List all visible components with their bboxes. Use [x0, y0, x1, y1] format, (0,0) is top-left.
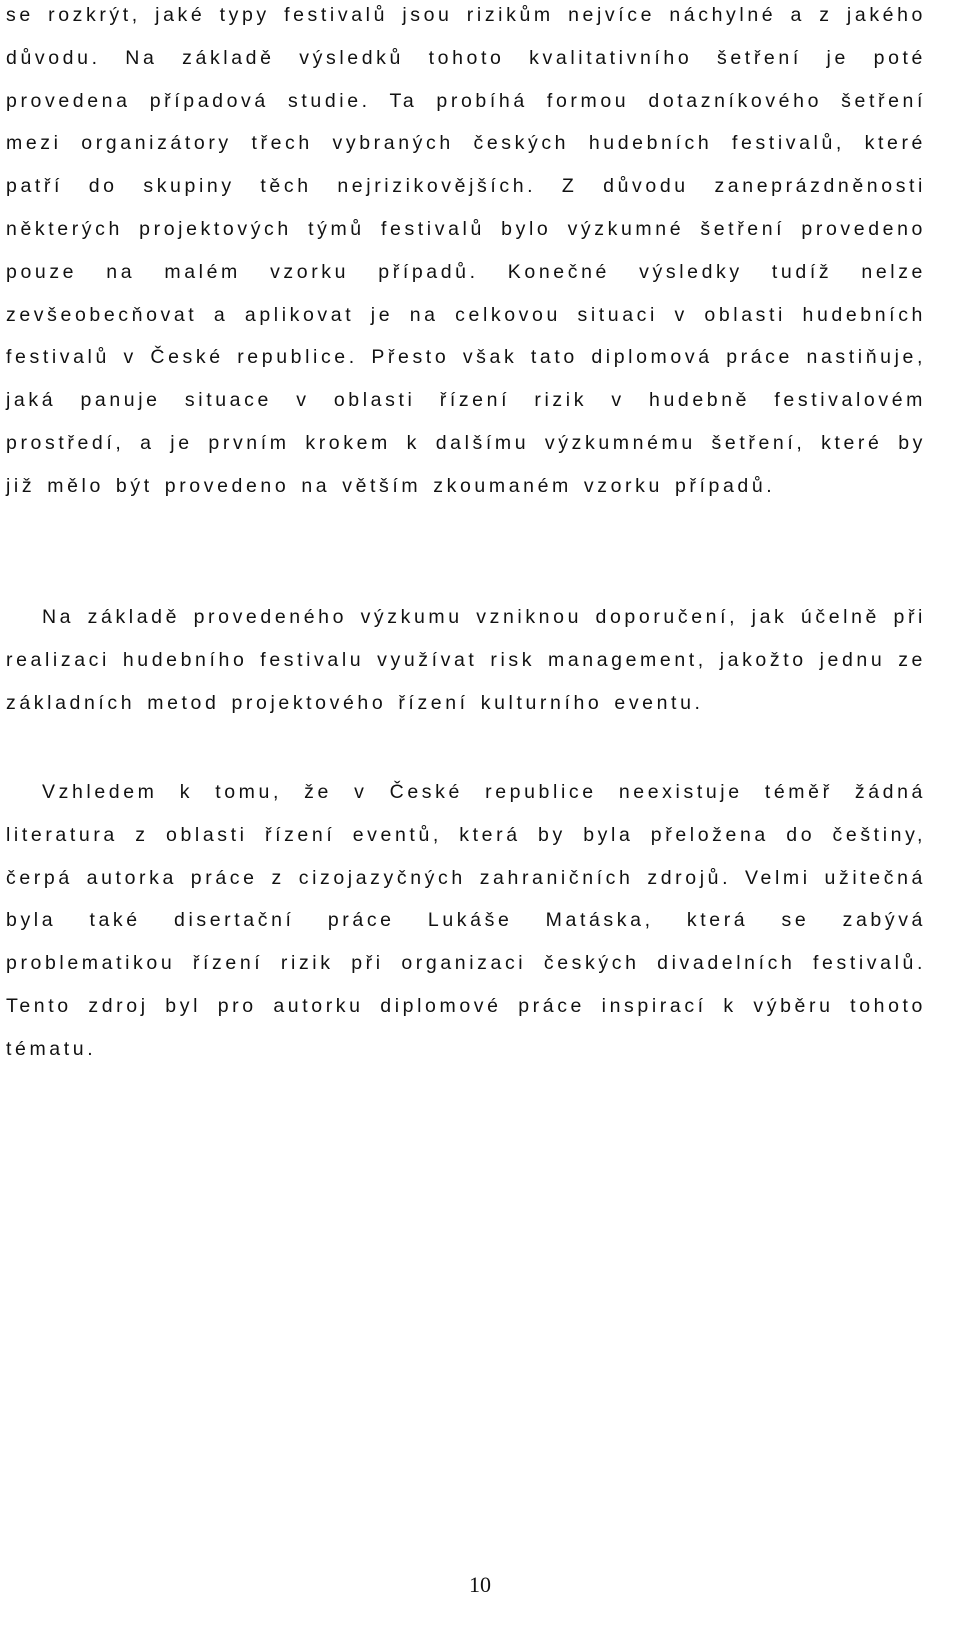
page-number: 10 — [469, 1572, 491, 1597]
paragraph-sources: Vzhledem k tomu, že v České republice neexistuje téměř žádná literatura z oblasti řízení eventů, která by byla přeložena do češtiny, čerpá autorka práce z cizojazyčných zahraničních zdrojů. Velmi užitečná byla také disertační práce Lukáše Matáska, která se zabývá problematikou řízení rizik při organizaci českých divadelních festivalů. Tento zdroj byl pro autorku diplomové práce inspirací k výběru tohoto tématu. — [6, 781, 926, 1060]
paragraph-recommendations: Na základě provedeného výzkumu vzniknou doporučení, jak účelně při realizaci hudebního festivalu využívat risk management, jakožto jednu ze základních metod projektového řízení kulturního eventu. — [6, 606, 926, 714]
paragraph-research-summary: se rozkrýt, jaké typy festivalů jsou rizikům nejvíce náchylné a z jakého důvodu. Na základě výsledků tohoto kvalitativního šetření je poté provedena případová studie. Ta probíhá formou dotazníkového šetření mezi organizátory třech vybraných českých hudebních festivalů, které patří do skupiny těch nejrizikovějších. Z důvodu zaneprázdněnosti některých projektových týmů festivalů bylo výzkumné šetření provedeno pouze na malém vzorku případů. Konečné výsledky tudíž nelze zevšeobecňovat a aplikovat je na celkovou situaci v oblasti hudebních festivalů v České republice. Přesto však tato diplomová práce nastiňuje, jaká panuje situace v oblasti řízení rizik v hudebně festivalovém prostředí, a je prvním krokem k dalšímu výzkumnému šetření, které by již mělo být provedeno na větším zkoumaném vzorku případů. — [6, 4, 926, 497]
